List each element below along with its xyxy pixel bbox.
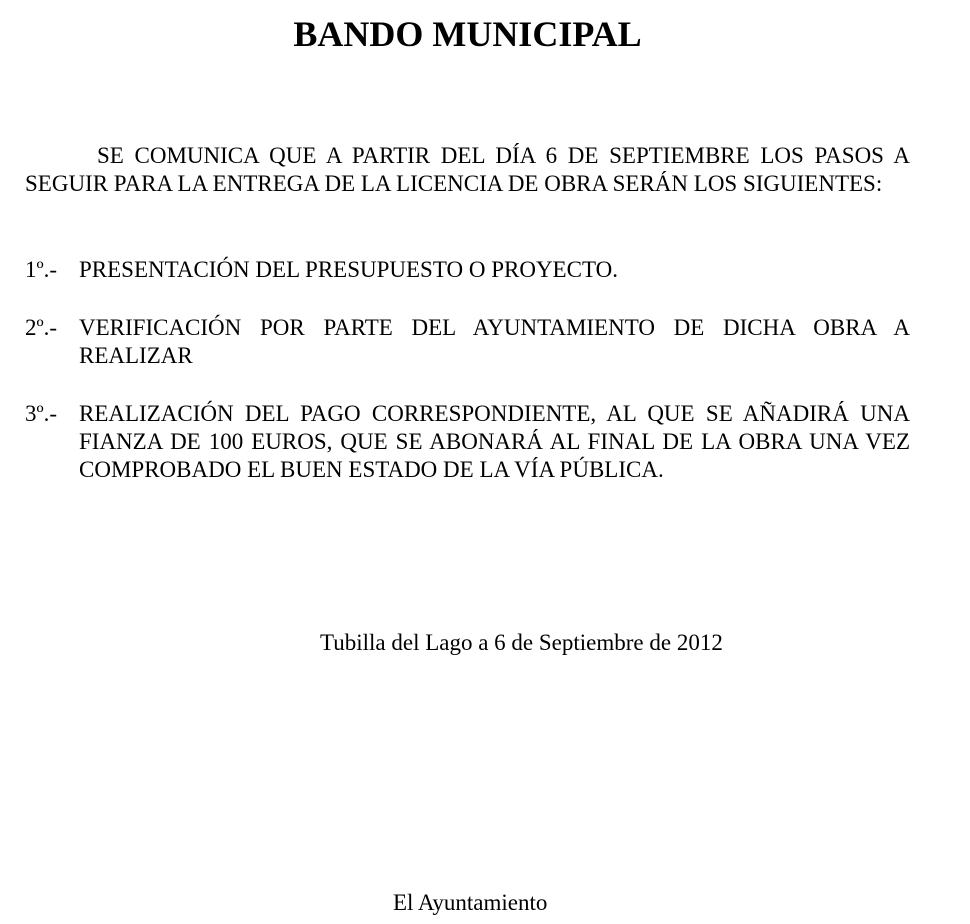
document-title: BANDO MUNICIPAL xyxy=(293,14,642,54)
step-item xyxy=(25,400,910,484)
signature: El Ayuntamiento xyxy=(393,890,548,915)
place-date: Tubilla del Lago a 6 de Septiembre de 2012 xyxy=(320,630,723,655)
step-item xyxy=(25,256,910,284)
step-number: 1º.- xyxy=(25,257,58,282)
step-text: REALIZACIÓN DEL PAGO CORRESPONDIENTE, AL QUE SE AÑADIRÁ UNA FIANZA DE 100 EUROS, QUE SE ABONARÁ AL FINAL DE LA OBRA UNA VEZ COMPROBADO EL BUEN ESTADO DE LA VÍA PÚBLICA. xyxy=(79,401,910,482)
step-text: VERIFICACIÓN POR PARTE DEL AYUNTAMIENTO DE DICHA OBRA A REALIZAR xyxy=(79,315,910,368)
step-number: 2º.- xyxy=(25,315,58,340)
step-number: 3º.- xyxy=(25,401,58,426)
step-text: PRESENTACIÓN DEL PRESUPUESTO O PROYECTO. xyxy=(79,257,618,282)
intro-paragraph: SE COMUNICA QUE A PARTIR DEL DÍA 6 DE SEPTIEMBRE LOS PASOS A SEGUIR PARA LA ENTREGA DE LA LICENCIA DE OBRA SERÁN LOS SIGUIENTES: xyxy=(25,143,910,196)
step-item xyxy=(25,314,910,370)
